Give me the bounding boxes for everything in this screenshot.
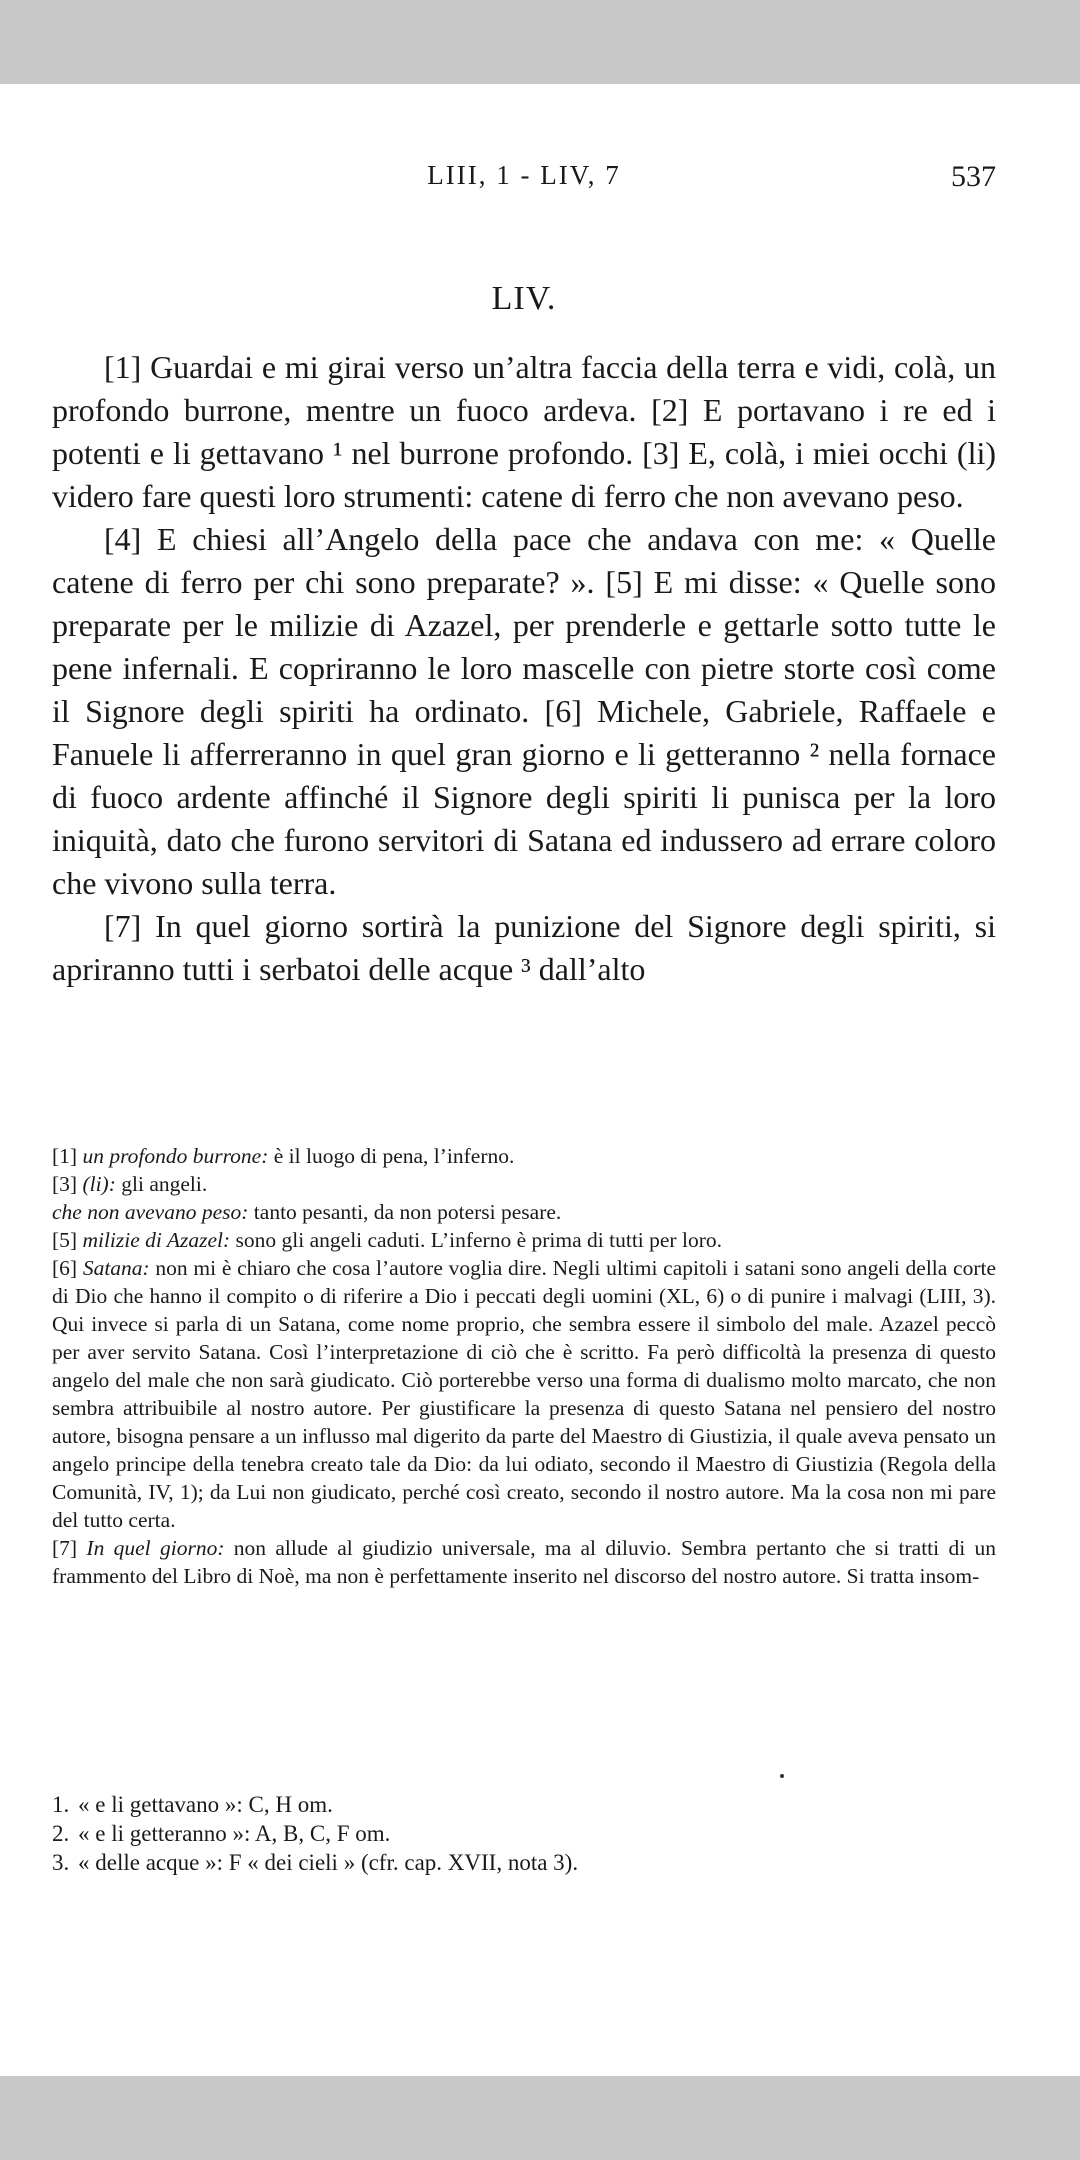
apparatus-text: « delle acque »: F « dei cieli » (cfr. cap. XVII, nota 3). (78, 1850, 579, 1875)
note (52, 1226, 996, 1254)
note-text: non mi è chiaro che cosa l’autore voglia dire. Negli ultimi capitoli i satani sono angeli della corte di Dio che hanno il compito o di riferire a Dio i peccati degli uomini (XL, 6) o di punire i malvagi (LIII, 3). Qui invece si parla di un Satana, come nome proprio, che sembra essere il simbolo del male. Azazel peccò per aver servito Satana. Così l’interpretazione di ciò che è scritto. Fa però difficoltà la presenza di questo angelo del male che non sarà giudicato. Ciò porterebbe verso una forma di dualismo molto marcato, che non sembra attribuibile al nostro autore. Per giustificare la presenza di questo Satana nel pensiero del nostro autore, bisogna pensare a un influsso mal digerito da parte del Maestro di Giustizia, il quale aveva pensato un angelo principe della tenebra creato tale da Dio: da lui odiato, secondo il Maestro di Giustizia (Regola della Comunità, IV, 1); da Lui non giudicato, perché così creato, secondo il nostro autore. Ma la cosa non mi pare del tutto certa. (52, 1256, 997, 1532)
note (52, 1534, 996, 1590)
note-term: Satana: (82, 1256, 150, 1280)
note (52, 1198, 996, 1226)
note-text: sono gli angeli caduti. L’inferno è prima di tutti per loro. (230, 1228, 722, 1252)
apparatus-text: « e li getteranno »: A, B, C, F om. (78, 1821, 391, 1846)
book-page (52, 84, 996, 2076)
commentary-notes (52, 1142, 996, 1590)
note-ref: [5] (52, 1228, 78, 1252)
note-text: non allude al giudizio universale, ma al diluvio. Sembra pertanto che si tratti di un frammento del Libro di Noè, ma non è perfettamente inserito nel discorso del nostro autore. Si tratta insom- (52, 1536, 996, 1588)
note (52, 1254, 996, 1534)
note-text: è il luogo di pena, l’inferno. (268, 1144, 515, 1168)
page-number: 537 (951, 160, 996, 193)
running-title: LIII, 1 - LIV, 7 (427, 160, 621, 190)
note-ref: [6] (52, 1256, 78, 1280)
note-term: che non avevano peso: (52, 1200, 249, 1224)
note-ref: [3] (52, 1172, 78, 1196)
note-ref: [1] (52, 1144, 78, 1168)
note-text: tanto pesanti, da non potersi pesare. (248, 1200, 562, 1224)
paragraph: [1] Guardai e mi girai verso un’altra faccia della terra e vidi, colà, un profondo burrone, mentre un fuoco ardeva. [2] E portavano i re ed i potenti e li gettavano ¹ nel burrone profondo. [3] E, colà, i miei occhi (li) videro fare questi loro strumenti: catene di ferro che non avevano peso. (52, 349, 996, 514)
note-term: milizie di Azazel: (82, 1228, 231, 1252)
print-mark (780, 1774, 784, 1778)
apparatus-entry (52, 1819, 996, 1848)
note-term: In quel giorno: (86, 1536, 225, 1560)
paragraph: [4] E chiesi all’Angelo della pace che andava con me: « Quelle catene di ferro per chi sono preparate? ». [5] E mi disse: « Quelle sono preparate per le milizie di Azazel, per prenderle e gettarle sotto tutte le pene infernali. E copriranno le loro mascelle con pietre storte così come il Signore degli spiriti ha ordinato. [6] Michele, Gabriele, Raffaele e Fanuele li afferreranno in quel gran giorno e li getteranno ² nella fornace di fuoco ardente affinché il Signore degli spiriti li punisca per la loro iniquità, dato che furono servitori di Satana ed indussero ad errare coloro che vivono sulla terra. (52, 521, 996, 901)
chapter-title: LIV. (491, 280, 557, 317)
note (52, 1170, 996, 1198)
top-margin-bar (0, 0, 1080, 84)
apparatus-number: 1. (52, 1792, 70, 1817)
apparatus-number: 2. (52, 1821, 70, 1846)
running-head (52, 160, 996, 200)
apparatus-entry (52, 1848, 996, 1877)
critical-apparatus (52, 1790, 996, 1877)
bottom-margin-bar (0, 2076, 1080, 2160)
note-term: un profondo burrone: (82, 1144, 269, 1168)
apparatus-entry (52, 1790, 996, 1819)
note (52, 1142, 996, 1170)
paragraph: [7] In quel giorno sortirà la punizione del Signore degli spiriti, si apriranno tutti i serbatoi delle acque ³ dall’alto (52, 908, 996, 987)
note-text: gli angeli. (115, 1172, 208, 1196)
apparatus-text: « e li gettavano »: C, H om. (78, 1792, 333, 1817)
main-text (52, 346, 996, 991)
note-term: (li): (82, 1172, 116, 1196)
apparatus-number: 3. (52, 1850, 70, 1875)
note-ref: [7] (52, 1536, 78, 1560)
